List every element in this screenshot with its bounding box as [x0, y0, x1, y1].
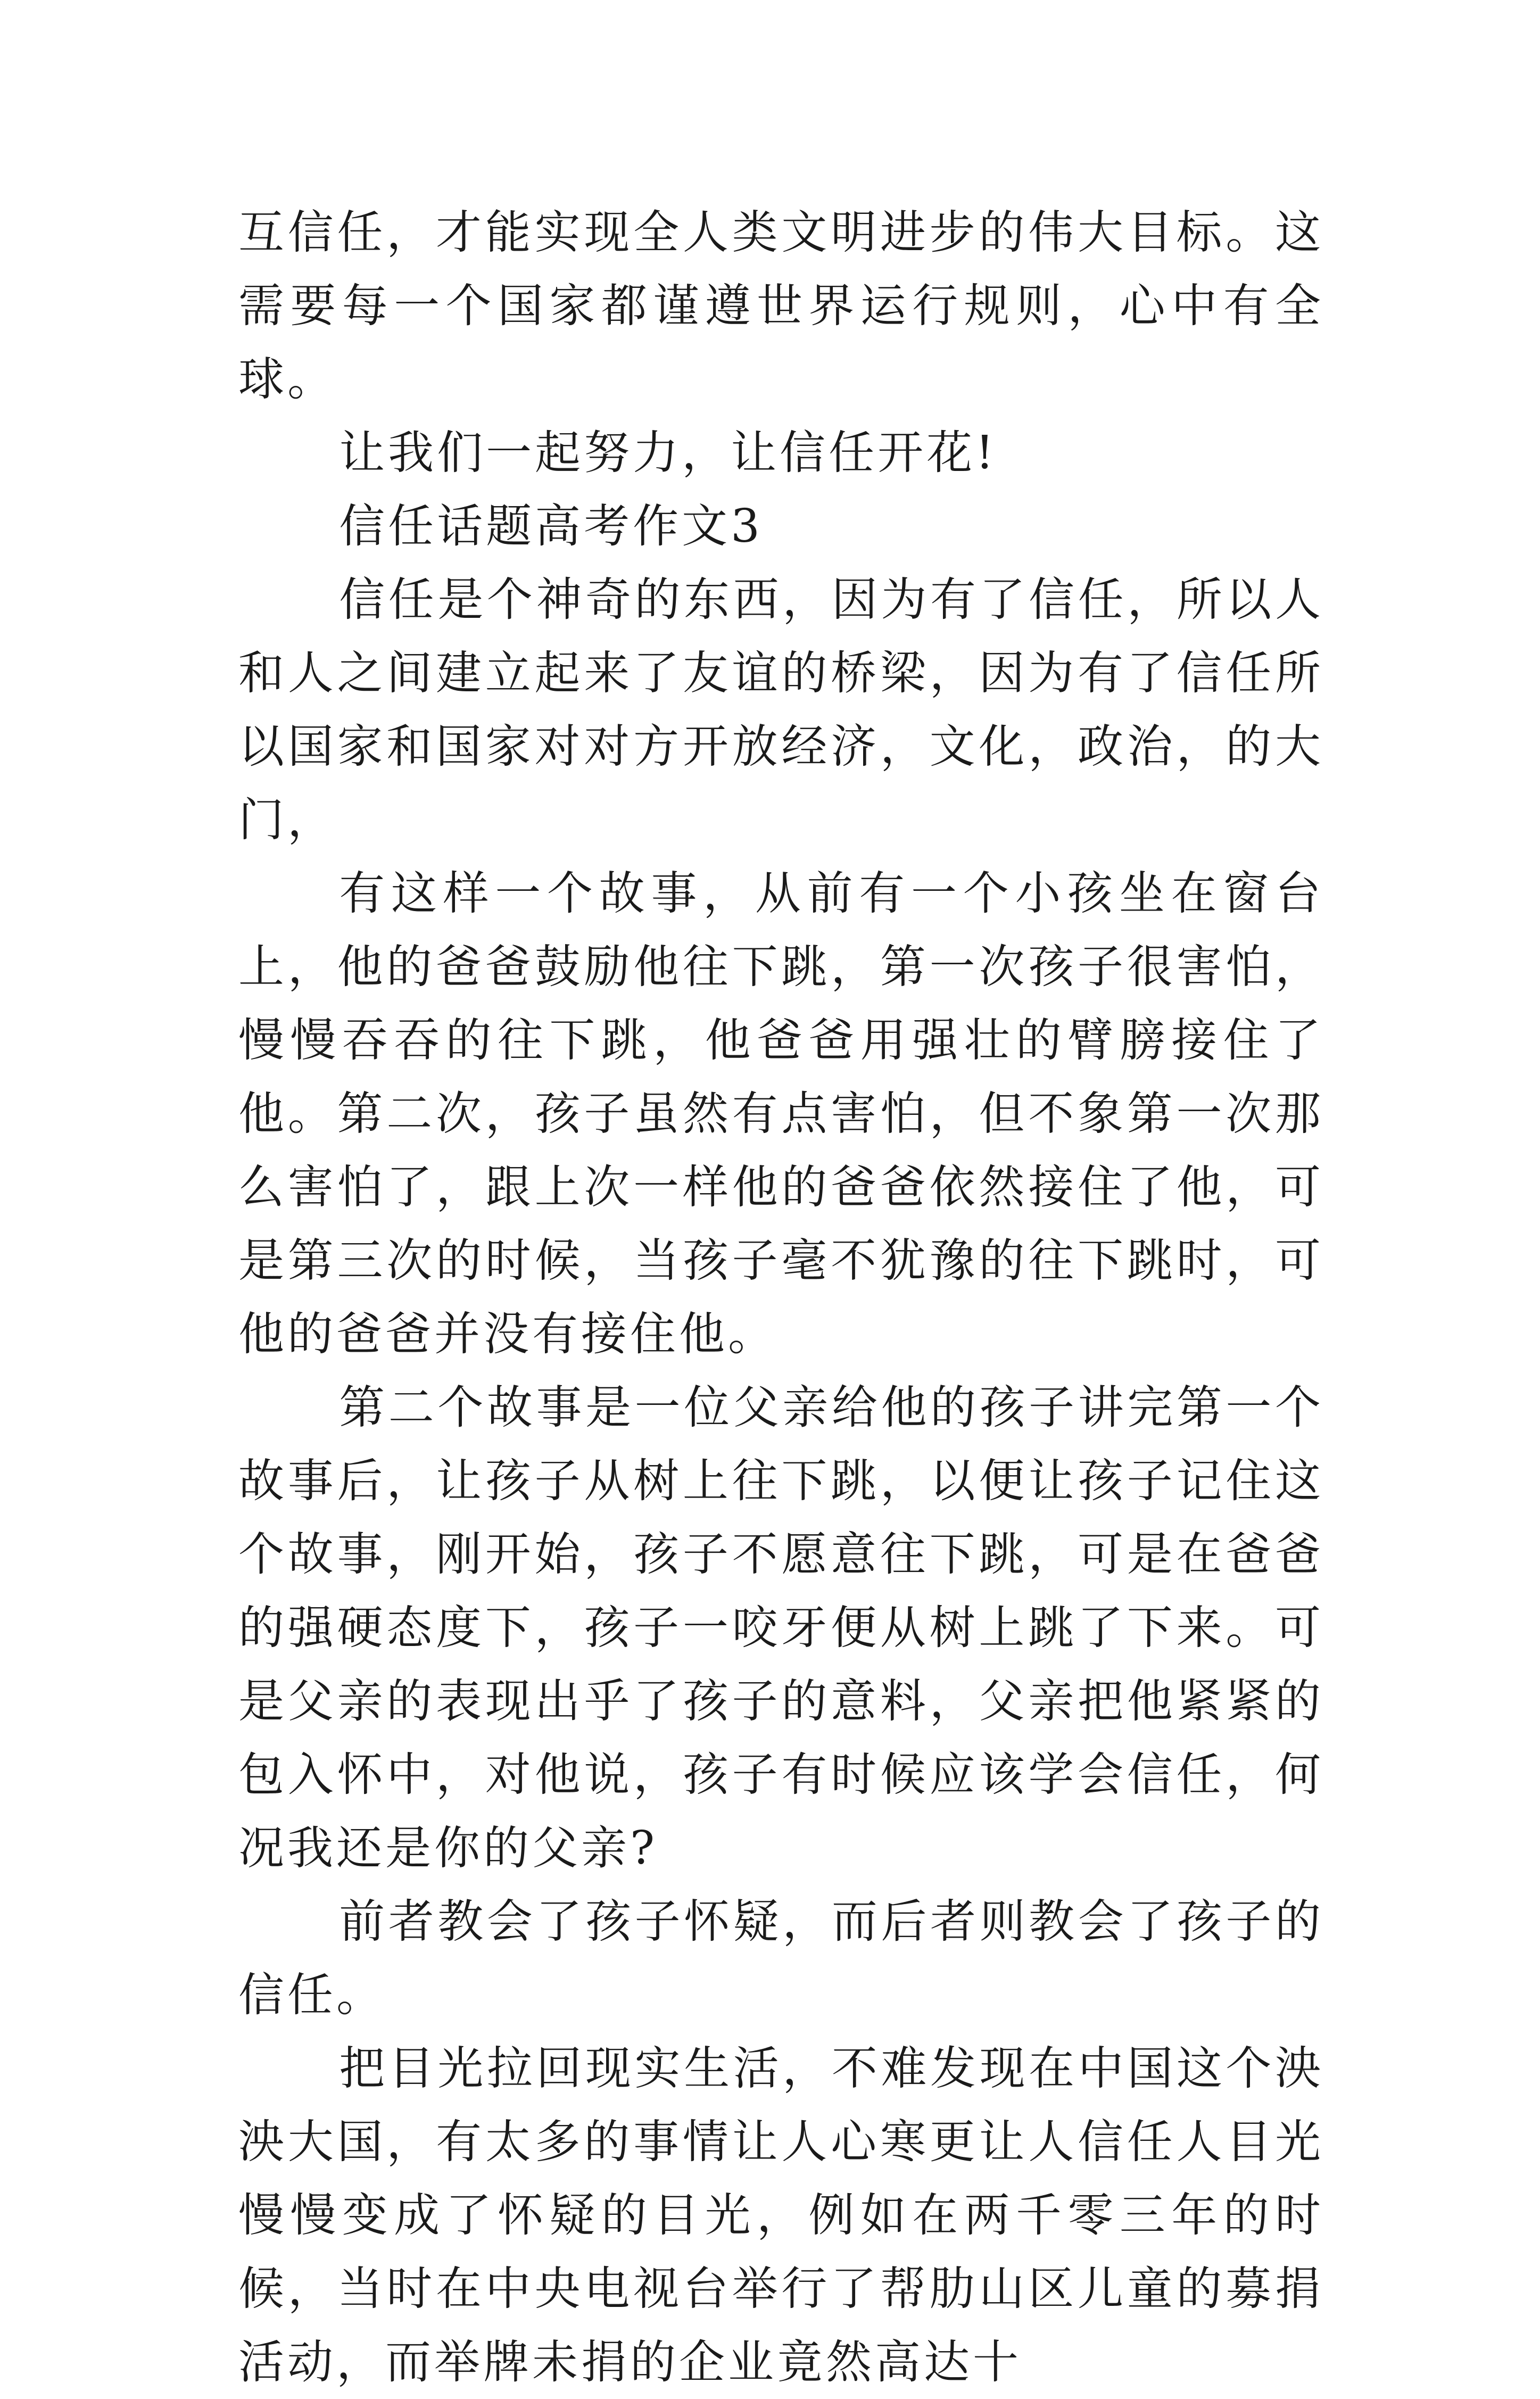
- section-heading: 信任话题高考作文3: [339, 500, 763, 553]
- paragraph-intro: 信任是个神奇的东西，因为有了信任，所以人和人之间建立起来了友谊的桥梁，因为有了信任所以国家和国家对对方开放经济，文化，政治，的大门，: [238, 573, 1324, 847]
- paragraph-continuation: 互信任，才能实现全人类文明进步的伟大目标。这需要每一个国家都谨遵世界运行规则，心中有全球。: [238, 206, 1324, 406]
- paragraph-story-two: 第二个故事是一位父亲给他的孩子讲完第一个故事后，让孩子从树上往下跳，以便让孩子记住这个故事，刚开始，孩子不愿意往下跳，可是在爸爸的强硬态度下，孩子一咬牙便从树上跳了下来。可是父亲的表现出乎了孩子的意料，父亲把他紧紧的包入怀中，对他说，孩子有时候应该学会信任，何况我还是你的父亲?: [238, 1381, 1324, 1875]
- paragraph-exhortation: 让我们一起努力，让信任开花!: [339, 426, 997, 479]
- paragraph-reality: 把目光拉回现实生活，不难发现在中国这个泱泱大国，有太多的事情让人心寒更让人信任人目光慢慢变成了怀疑的目光，例如在两千零三年的时候，当时在中央电视台举行了帮肋山区儿童的募捐活动，而举牌未捐的企业竟然高达十: [238, 2042, 1324, 2389]
- paragraph-comparison: 前者教会了孩子怀疑，而后者则教会了孩子的信任。: [238, 1895, 1324, 2022]
- document-body: [238, 196, 1324, 2399]
- paragraph-story-one: 有这样一个故事，从前有一个小孩坐在窗台上，他的爸爸鼓励他往下跳，第一次孩子很害怕，慢慢吞吞的往下跳，他爸爸用强壮的臂膀接住了他。第二次，孩子虽然有点害怕，但不象第一次那么害怕了，跟上次一样他的爸爸依然接住了他，可是第三次的时候，当孩子毫不犹豫的往下跳时，可他的爸爸并没有接住他。: [238, 867, 1324, 1361]
